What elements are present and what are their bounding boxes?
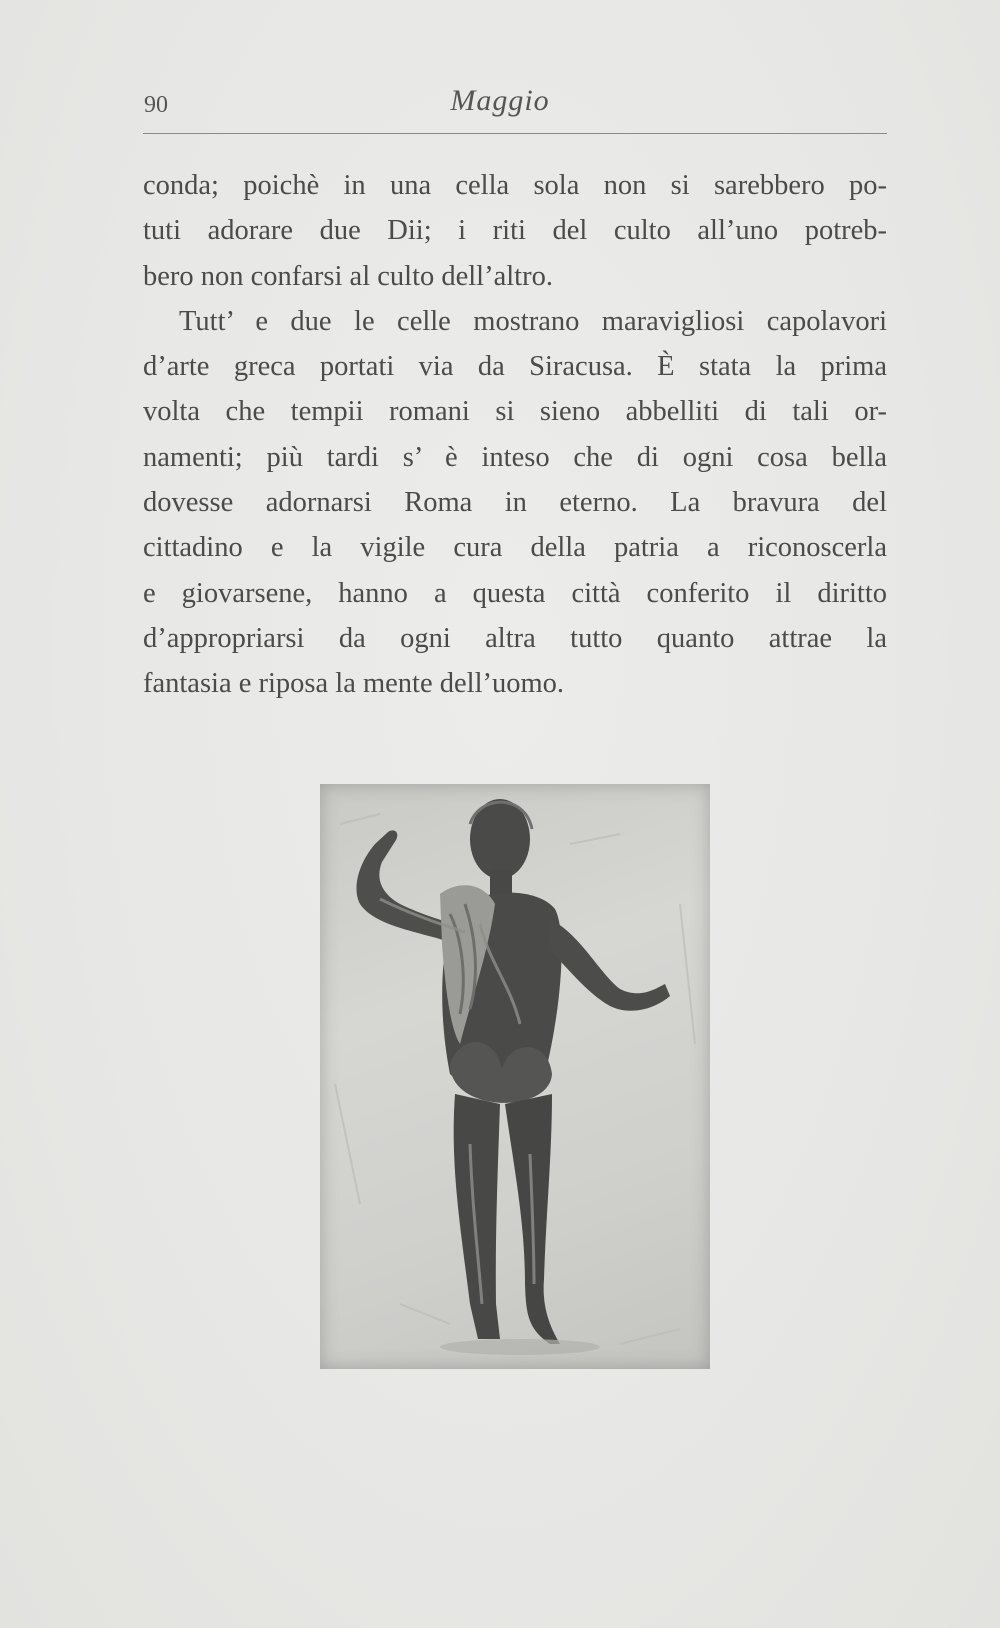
statue-illustration — [320, 784, 710, 1369]
text-line: bero non confarsi al culto dell’altro. — [143, 260, 553, 292]
text-line: namenti; più tardi s’ è inteso che di ogni cosa bella — [143, 441, 887, 473]
header-rule — [143, 133, 887, 134]
text-line: e giovarsene, hanno a questa città conferito il diritto — [143, 577, 887, 609]
text-line: fantasia e riposa la mente dell’uomo. — [143, 668, 565, 700]
text-line: Tutt’ e due le celle mostrano maravigliosi capolavori — [179, 305, 887, 337]
body-text — [143, 163, 887, 707]
text-line: cittadino e la vigile cura della patria a riconoscerla — [143, 532, 887, 564]
extended-arm — [548, 919, 670, 1011]
text-line: d’arte greca portati via da Siracusa. È stata la prima — [143, 351, 887, 383]
text-line: conda; poichè in una cella sola non si sarebbero po- — [143, 170, 887, 201]
text-line: tuti adorare due Dii; i riti del culto all’uno potreb- — [143, 215, 887, 247]
page-number: 90 — [144, 92, 168, 118]
text-line: dovesse adornarsi Roma in eterno. La bravura del — [143, 487, 887, 519]
left-leg — [454, 1094, 500, 1339]
text-line: d’appropriarsi da ogni altra tutto quanto attrae la — [143, 622, 887, 654]
bronze-statue-figure-icon — [320, 784, 710, 1369]
running-title: Maggio — [450, 84, 550, 117]
text-line: volta che tempii romani si sieno abbelliti di tali or- — [143, 396, 887, 428]
